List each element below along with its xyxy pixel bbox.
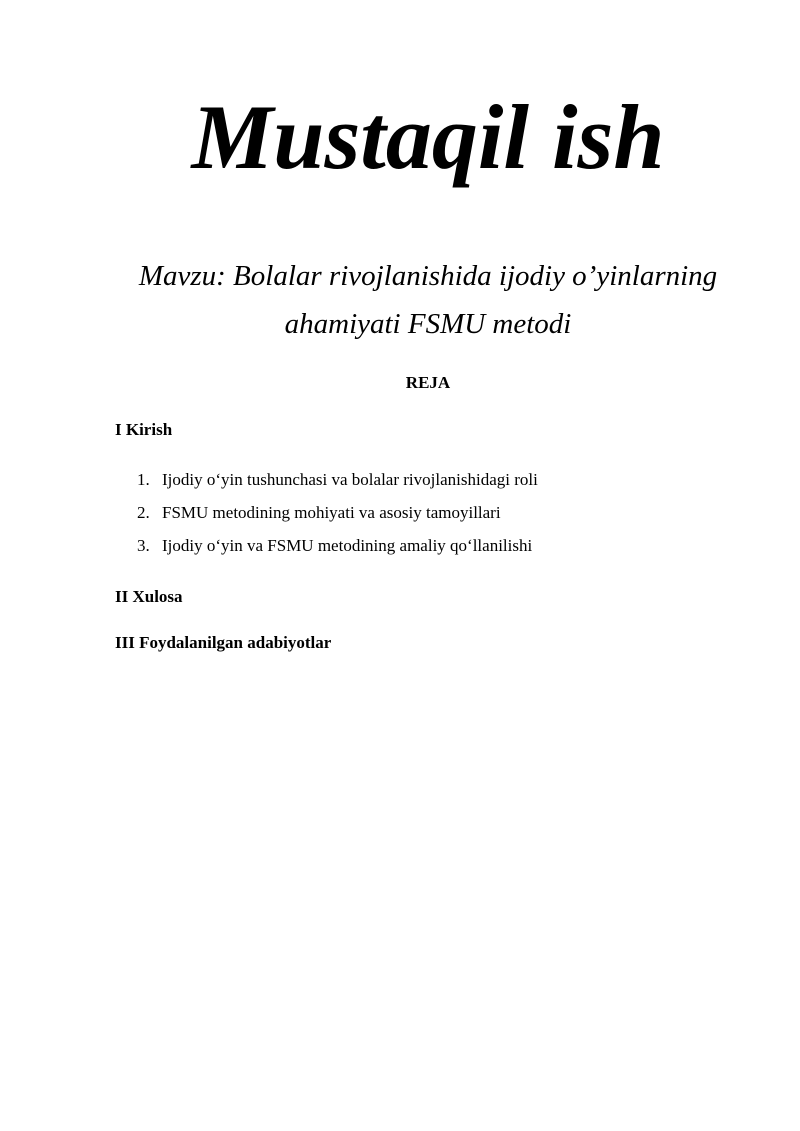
section-conclusion: II Xulosa bbox=[115, 587, 183, 606]
document-subtitle: Mavzu: Bolalar rivojlanishida ijodiy o’yinlarning ahamiyati FSMU metodi bbox=[138, 260, 718, 340]
plan-item bbox=[115, 469, 538, 502]
section-introduction: I Kirish bbox=[115, 420, 173, 439]
plan-item bbox=[115, 502, 538, 535]
plan-item-number: 3. bbox=[137, 536, 150, 555]
plan-list bbox=[115, 469, 538, 568]
plan-item-text: Ijodiy o‘yin va FSMU metodining amaliy qo‘llanilishi bbox=[162, 536, 533, 555]
plan-item-number: 1. bbox=[137, 470, 150, 489]
plan-item-number: 2. bbox=[137, 503, 150, 522]
plan-heading: REJA bbox=[405, 373, 451, 392]
document-title: Mustaqil ish bbox=[191, 86, 665, 188]
section-references: III Foydalanilgan adabiyotlar bbox=[115, 633, 332, 652]
plan-item-text: Ijodiy o‘yin tushunchasi va bolalar rivojlanishidagi roli bbox=[162, 470, 538, 489]
plan-item bbox=[115, 535, 538, 568]
plan-item-text: FSMU metodining mohiyati va asosiy tamoyillari bbox=[162, 503, 501, 522]
